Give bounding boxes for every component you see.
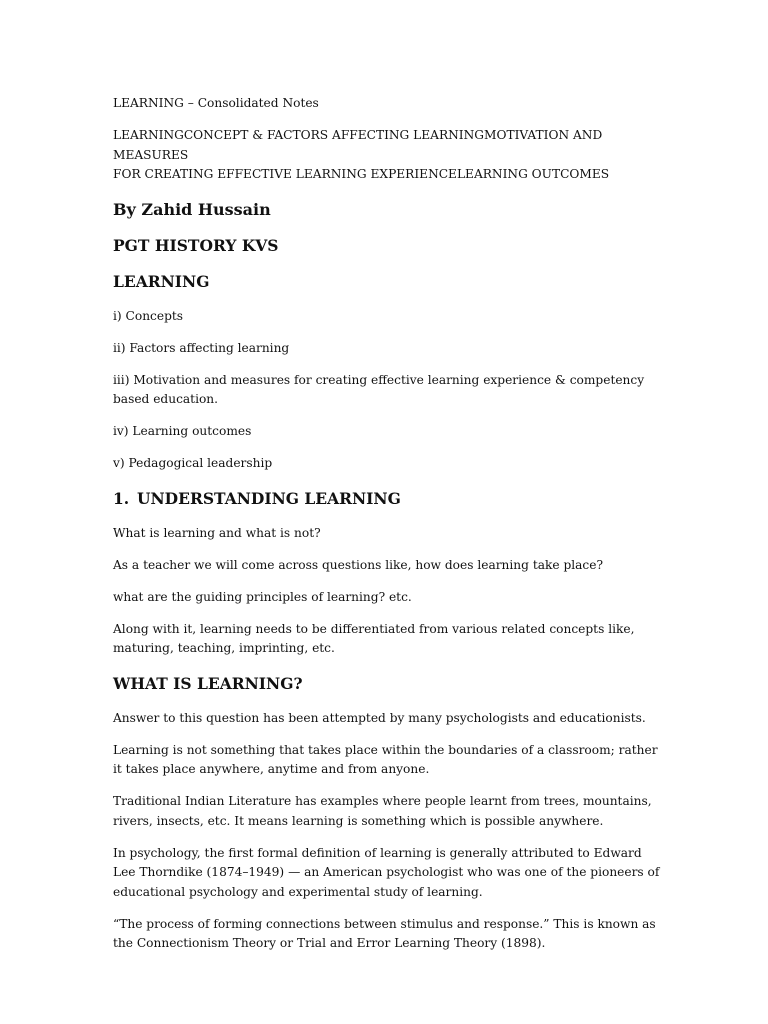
section-1-number: 1. (113, 488, 130, 508)
section-2-paragraph: Answer to this question has been attempted by many psychologists and educationists. (113, 710, 646, 725)
section-1-heading (113, 488, 661, 510)
section-1-paragraph: what are the guiding principles of learning? etc. (113, 589, 412, 604)
document-title: LEARNING – Consolidated Notes (113, 96, 319, 110)
subtitle-line-2: FOR CREATING EFFECTIVE LEARNING EXPERIENCELEARNING OUTCOMES (113, 167, 610, 181)
contents-item-2: ii) Factors affecting learning (113, 340, 290, 355)
section-1-paragraph: What is learning and what is not? (113, 525, 321, 540)
contents-item-1: i) Concepts (113, 308, 184, 323)
section-heading-learning: LEARNING (113, 271, 210, 291)
subtitle-line-1: LEARNINGCONCEPT & FACTORS AFFECTING LEARNINGMOTIVATION AND MEASURES (113, 128, 603, 162)
contents-item-4: iv) Learning outcomes (113, 424, 252, 438)
document-page (113, 94, 661, 966)
section-2-paragraph: Learning is not something that takes place within the boundaries of a classroom; rather it takes place anywhere, anytime and from anyone. (113, 742, 658, 776)
section-1-paragraph: Along with it, learning needs to be differentiated from various related concepts like, maturing, teaching, imprinting, etc. (113, 621, 635, 655)
contents-item-5: v) Pedagogical leadership (113, 456, 273, 470)
document-subtitle (113, 126, 661, 185)
section-1-paragraph: As a teacher we will come across questions like, how does learning take place? (113, 557, 603, 572)
contents-item-3: iii) Motivation and measures for creating effective learning experience & competency based education. (113, 372, 645, 406)
section-2-paragraph: In psychology, the first formal definition of learning is generally attributed to Edward Lee Thorndike (1874–1949) — an American psychologist who was one of the pioneers of educational psychology and experimental study of learning. (113, 845, 660, 899)
author-heading: By Zahid Hussain (113, 199, 271, 219)
section-1-title: UNDERSTANDING LEARNING (137, 488, 401, 508)
section-2-paragraph: Traditional Indian Literature has examples where people learnt from trees, mountains, rivers, insects, etc. It means learning is something which is possible anywhere. (113, 794, 652, 828)
designation-heading: PGT HISTORY KVS (113, 235, 279, 255)
section-2-paragraph: “The process of forming connections between stimulus and response.” This is known as the Connectionism Theory or Trial and Error Learning Theory (1898). (113, 916, 656, 950)
section-2-heading: WHAT IS LEARNING? (113, 673, 303, 693)
